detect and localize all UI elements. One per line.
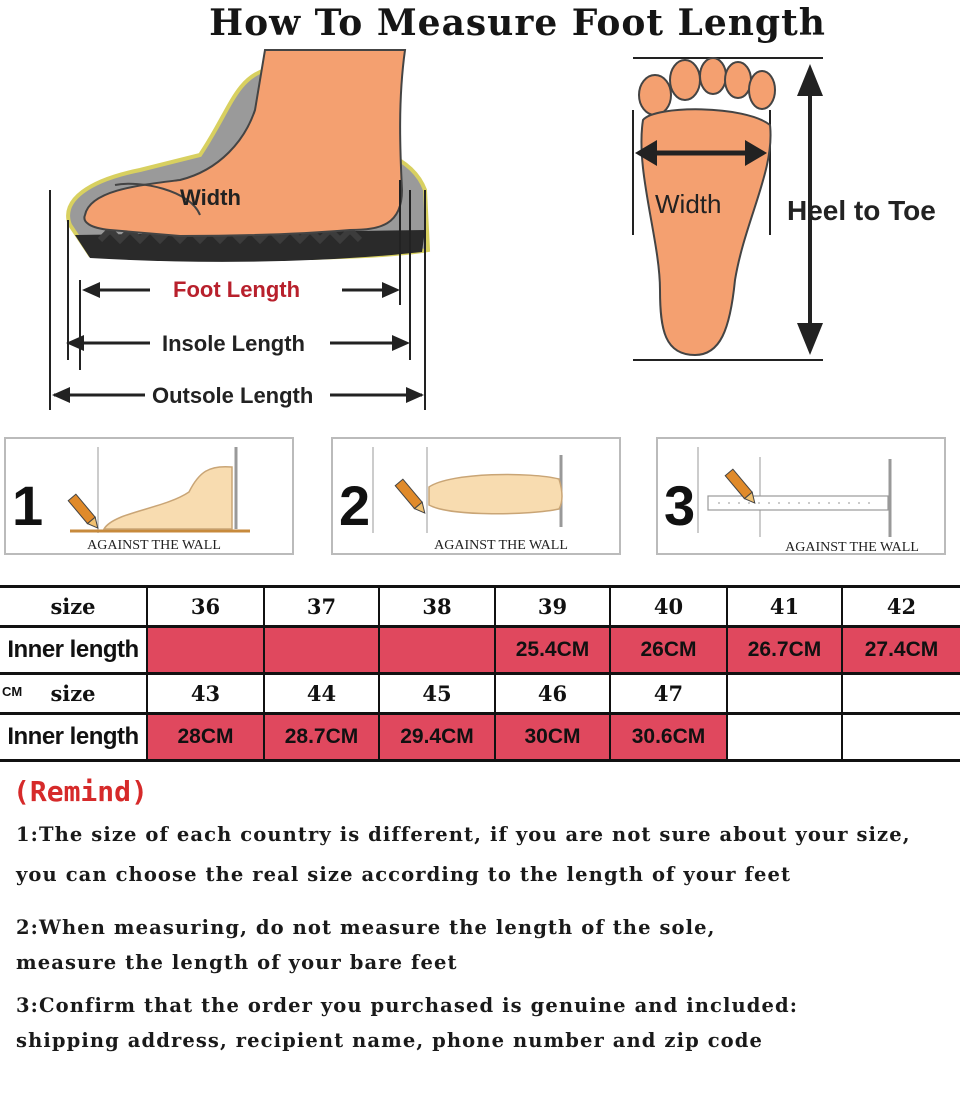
step-2-panel — [331, 437, 623, 559]
length-cell — [727, 714, 842, 761]
length-cell — [842, 714, 960, 761]
inner-length-label: Inner length — [0, 627, 147, 674]
sole-width-label: Width — [655, 189, 722, 219]
size-cell: 47 — [610, 674, 727, 714]
side-view-diagram — [30, 40, 450, 420]
size-cell: 43 — [147, 674, 264, 714]
size-cell — [727, 674, 842, 714]
page-title: How To Measure Foot Length — [209, 2, 826, 44]
size-cell: 41 — [727, 587, 842, 627]
step-1-caption: AGAINST THE WALL — [87, 538, 221, 553]
length-cell: 30CM — [495, 714, 610, 761]
size-row-2 — [0, 674, 960, 714]
length-cell: 26CM — [610, 627, 727, 674]
remind-title: (Remind) — [13, 775, 148, 808]
unit-tag: CM — [2, 684, 23, 699]
inner-length-label: Inner length — [0, 714, 147, 761]
length-cell — [147, 627, 264, 674]
side-width-label: Width — [180, 185, 241, 210]
remind-line: shipping address, recipient name, phone number and zip code — [16, 1029, 764, 1052]
length-cell — [379, 627, 495, 674]
length-cell: 29.4CM — [379, 714, 495, 761]
outsole-length-label: Outsole Length — [152, 383, 314, 408]
remind-line: measure the length of your bare feet — [16, 951, 458, 974]
length-cell: 26.7CM — [727, 627, 842, 674]
size-row-1 — [0, 587, 960, 627]
size-label: size — [0, 587, 147, 627]
remind-line: 1:The size of each country is different, if you are not sure about your size, — [16, 823, 911, 846]
foot-length-label: Foot Length — [173, 277, 301, 302]
step-1-panel — [4, 437, 296, 559]
sole-view-diagram — [625, 50, 955, 370]
insole-length-label: Insole Length — [162, 331, 305, 356]
step-1-number: 1 — [12, 474, 44, 537]
size-table — [0, 585, 960, 762]
size-cell: 45 — [379, 674, 495, 714]
step-2-caption: AGAINST THE WALL — [434, 538, 568, 553]
length-cell — [264, 627, 379, 674]
size-cell — [842, 674, 960, 714]
step-3-number: 3 — [664, 474, 696, 537]
size-cell: 40 — [610, 587, 727, 627]
step-2-number: 2 — [339, 474, 371, 537]
length-cell: 27.4CM — [842, 627, 960, 674]
size-cell: 39 — [495, 587, 610, 627]
size-label: size — [0, 674, 147, 714]
size-cell: 42 — [842, 587, 960, 627]
step-3-caption: AGAINST THE WALL — [785, 540, 919, 555]
size-cell: 36 — [147, 587, 264, 627]
length-cell: 25.4CM — [495, 627, 610, 674]
length-cell: 28.7CM — [264, 714, 379, 761]
size-cell: 46 — [495, 674, 610, 714]
remind-line: you can choose the real size according to the length of your feet — [16, 863, 792, 886]
remind-line: 2:When measuring, do not measure the length of the sole, — [16, 916, 716, 939]
length-cell: 30.6CM — [610, 714, 727, 761]
remind-line: 3:Confirm that the order you purchased is genuine and included: — [16, 994, 799, 1017]
size-cell: 38 — [379, 587, 495, 627]
step-3-panel — [656, 437, 948, 559]
size-cell: 37 — [264, 587, 379, 627]
length-cell: 28CM — [147, 714, 264, 761]
length-row-1 — [0, 627, 960, 674]
size-cell: 44 — [264, 674, 379, 714]
heel-to-toe-label: Heel to Toe — [787, 195, 936, 226]
length-row-2 — [0, 714, 960, 761]
